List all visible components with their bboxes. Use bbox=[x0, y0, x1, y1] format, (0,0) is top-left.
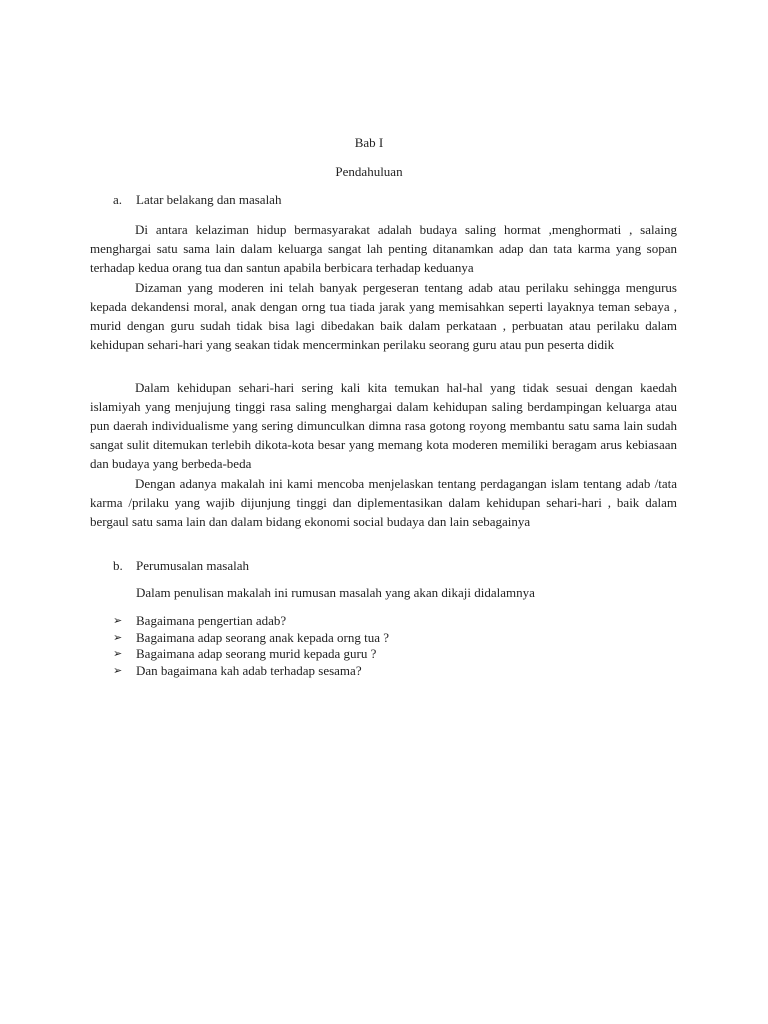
section-a-marker: a. bbox=[113, 192, 123, 207]
section-a-title: Latar belakang dan masalah bbox=[136, 192, 282, 207]
arrow-bullet-icon: ➢ bbox=[113, 631, 123, 644]
section-b-marker: b. bbox=[113, 558, 123, 573]
problem-intro: Dalam penulisan makalah ini rumusan masalah yang akan dikaji didalamnya bbox=[136, 585, 535, 600]
problem-list bbox=[113, 613, 389, 679]
section-b-title: Perumusalan masalah bbox=[136, 558, 249, 573]
paragraph-1: Di antara kelaziman hidup bermasyarakat adalah budaya saling hormat ,menghormati , salaing menghargai satu sama lain dalam keluarga sangat lah penting ditanamkan adap dan tata karma yang sopan terhadap kedua orang tua dan santun apabila berbicara terhadap keduanya bbox=[90, 222, 677, 275]
paragraph-4: Dengan adanya makalah ini kami mencoba menjelaskan tentang perdagangan islam tentang adab /tata karma /prilaku yang wajib dijunjung tinggi dan diplementasikan dalam kehidupan sehari-hari , baik dalam bergaul satu sama lain dan dalam bidang ekonomi social budaya dan lain sebagainya bbox=[90, 476, 677, 529]
paragraph-2: Dizaman yang moderen ini telah banyak pergeseran tentang adab atau perilaku sehingga mengurus kepada dekandensi moral, anak dengan orng tua tiada jarak yang memisahkan seperti layaknya teman sebaya , murid dengan guru sudah tidak bisa lagi dibedakan baik dalam perkataan , perbuatan atau perilaku dalam kehidupan sehari-hari yang seakan tidak mencerminkan perilaku seorang guru atau pun peserta didik bbox=[90, 280, 677, 352]
arrow-bullet-icon: ➢ bbox=[113, 648, 123, 660]
chapter-title: Pendahuluan bbox=[335, 164, 403, 179]
arrow-bullet-icon: ➢ bbox=[113, 615, 123, 627]
list-item: ➢ Bagaimana adap seorang anak kepada orng tua ? bbox=[113, 629, 390, 645]
list-item: ➢ Bagaimana pengertian adab? bbox=[113, 613, 287, 628]
paragraph-3: Dalam kehidupan sehari-hari sering kali kita temukan hal-hal yang tidak sesuai dengan kaedah islamiyah yang menjujung tinggi rasa saling menghargai dalam kehidupan saling berdampingan keluarga atau pun daerah individualisme yang sering dimunculkan dimna rasa gotong royong membantu satu sama lain sudah sangat sulit ditemukan terlebih dikota-kota besar yang memang kota moderen memiliki beragam arus kebiasaan dan budaya yang berbeda-beda bbox=[90, 380, 677, 471]
chapter-number: Bab I bbox=[354, 135, 384, 150]
list-item: ➢ Bagaimana adap seorang murid kepada guru ? bbox=[113, 646, 377, 661]
arrow-bullet-icon: ➢ bbox=[113, 664, 123, 677]
list-item: ➢ Dan bagaimana kah adab terhadap sesama? bbox=[113, 662, 362, 678]
